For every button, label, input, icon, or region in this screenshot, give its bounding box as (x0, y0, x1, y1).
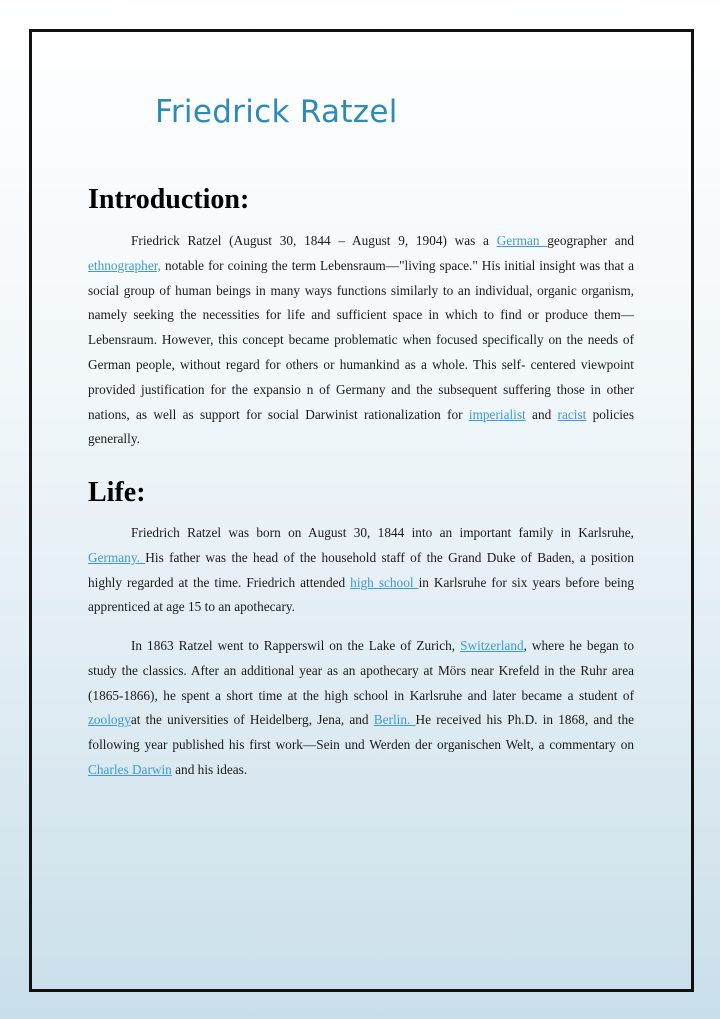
page-title: Friedrick Ratzel (155, 94, 398, 130)
life2-text-5: and his ideas. (171, 761, 248, 777)
life1-text-3: in Karlsruhe for six years before being apprenticed at age 15 to an apothecary. (88, 574, 634, 615)
life2-text-1: In 1863 Ratzel went to Rapperswil on the Lake of Zurich, (131, 638, 461, 653)
imperialist-link[interactable]: imperialist (468, 406, 526, 422)
zoology-link[interactable]: zoology (88, 712, 131, 728)
introduction-paragraph (88, 229, 634, 452)
intro-text-1: Friedrick Ratzel (August 30, 1844 – August 9, 1904) was a (131, 233, 497, 248)
life1-text-2: His father was the head of the household staff of the Grand Duke of Baden, a position highly regarded at the time. Friedrich attended (88, 549, 635, 590)
ethnographer-link[interactable]: ethnographer, (88, 257, 161, 273)
life-heading: Life: (88, 477, 146, 508)
germany-link[interactable]: Germany. (88, 549, 146, 565)
life2-text-2: , where he began to study the classics. After an additional year as an apothecary at Mörs near Krefeld in the Ruhr area (1865-1866), he spent a short time at the high school in Karlsruhe and later became a student of (88, 638, 634, 703)
life1-text-1: Friedrich Ratzel was born on August 30, 1844 into an important family in Karlsruhe, (131, 525, 634, 540)
life2-text-3: at the universities of Heidelberg, Jena, and (130, 712, 374, 728)
intro-text-2: geographer and (547, 233, 634, 248)
intro-text-4: and (525, 406, 558, 422)
intro-text-5: policies generally. (88, 406, 634, 447)
racist-link[interactable]: racist (557, 406, 587, 422)
high-school-link[interactable]: high school (350, 574, 419, 590)
berlin-link[interactable]: Berlin. (373, 712, 416, 728)
german-link[interactable]: German (496, 233, 548, 248)
life2-text-4: He received his Ph.D. in 1868, and the following year published his first work—Sein und Werden der organischen Welt, a commentary on (88, 712, 634, 753)
intro-text-3: notable for coining the term Lebensraum—"living space." His initial insight was that a social group of human beings in many ways functions similarly to an individual, organic organism, namely seeking the necessities for life and sufficient space in which to find or produce them—Lebensraum. However, this concept became problematic when focused specifically on the needs of German people, without regard for others or humankind as a whole. This self- centered viewpoint provided justification for the expansio n of Germany and the subsequent suffering those in other nations, as well as support for social Darwinist rationalization for (88, 257, 634, 422)
page-border (29, 29, 694, 992)
charles-darwin-link[interactable]: Charles Darwin (88, 761, 172, 777)
introduction-heading: Introduction: (88, 184, 250, 215)
switzerland-link[interactable]: Switzerland (460, 638, 524, 653)
life-paragraph-2 (88, 634, 634, 783)
life-paragraph-1 (88, 521, 634, 620)
